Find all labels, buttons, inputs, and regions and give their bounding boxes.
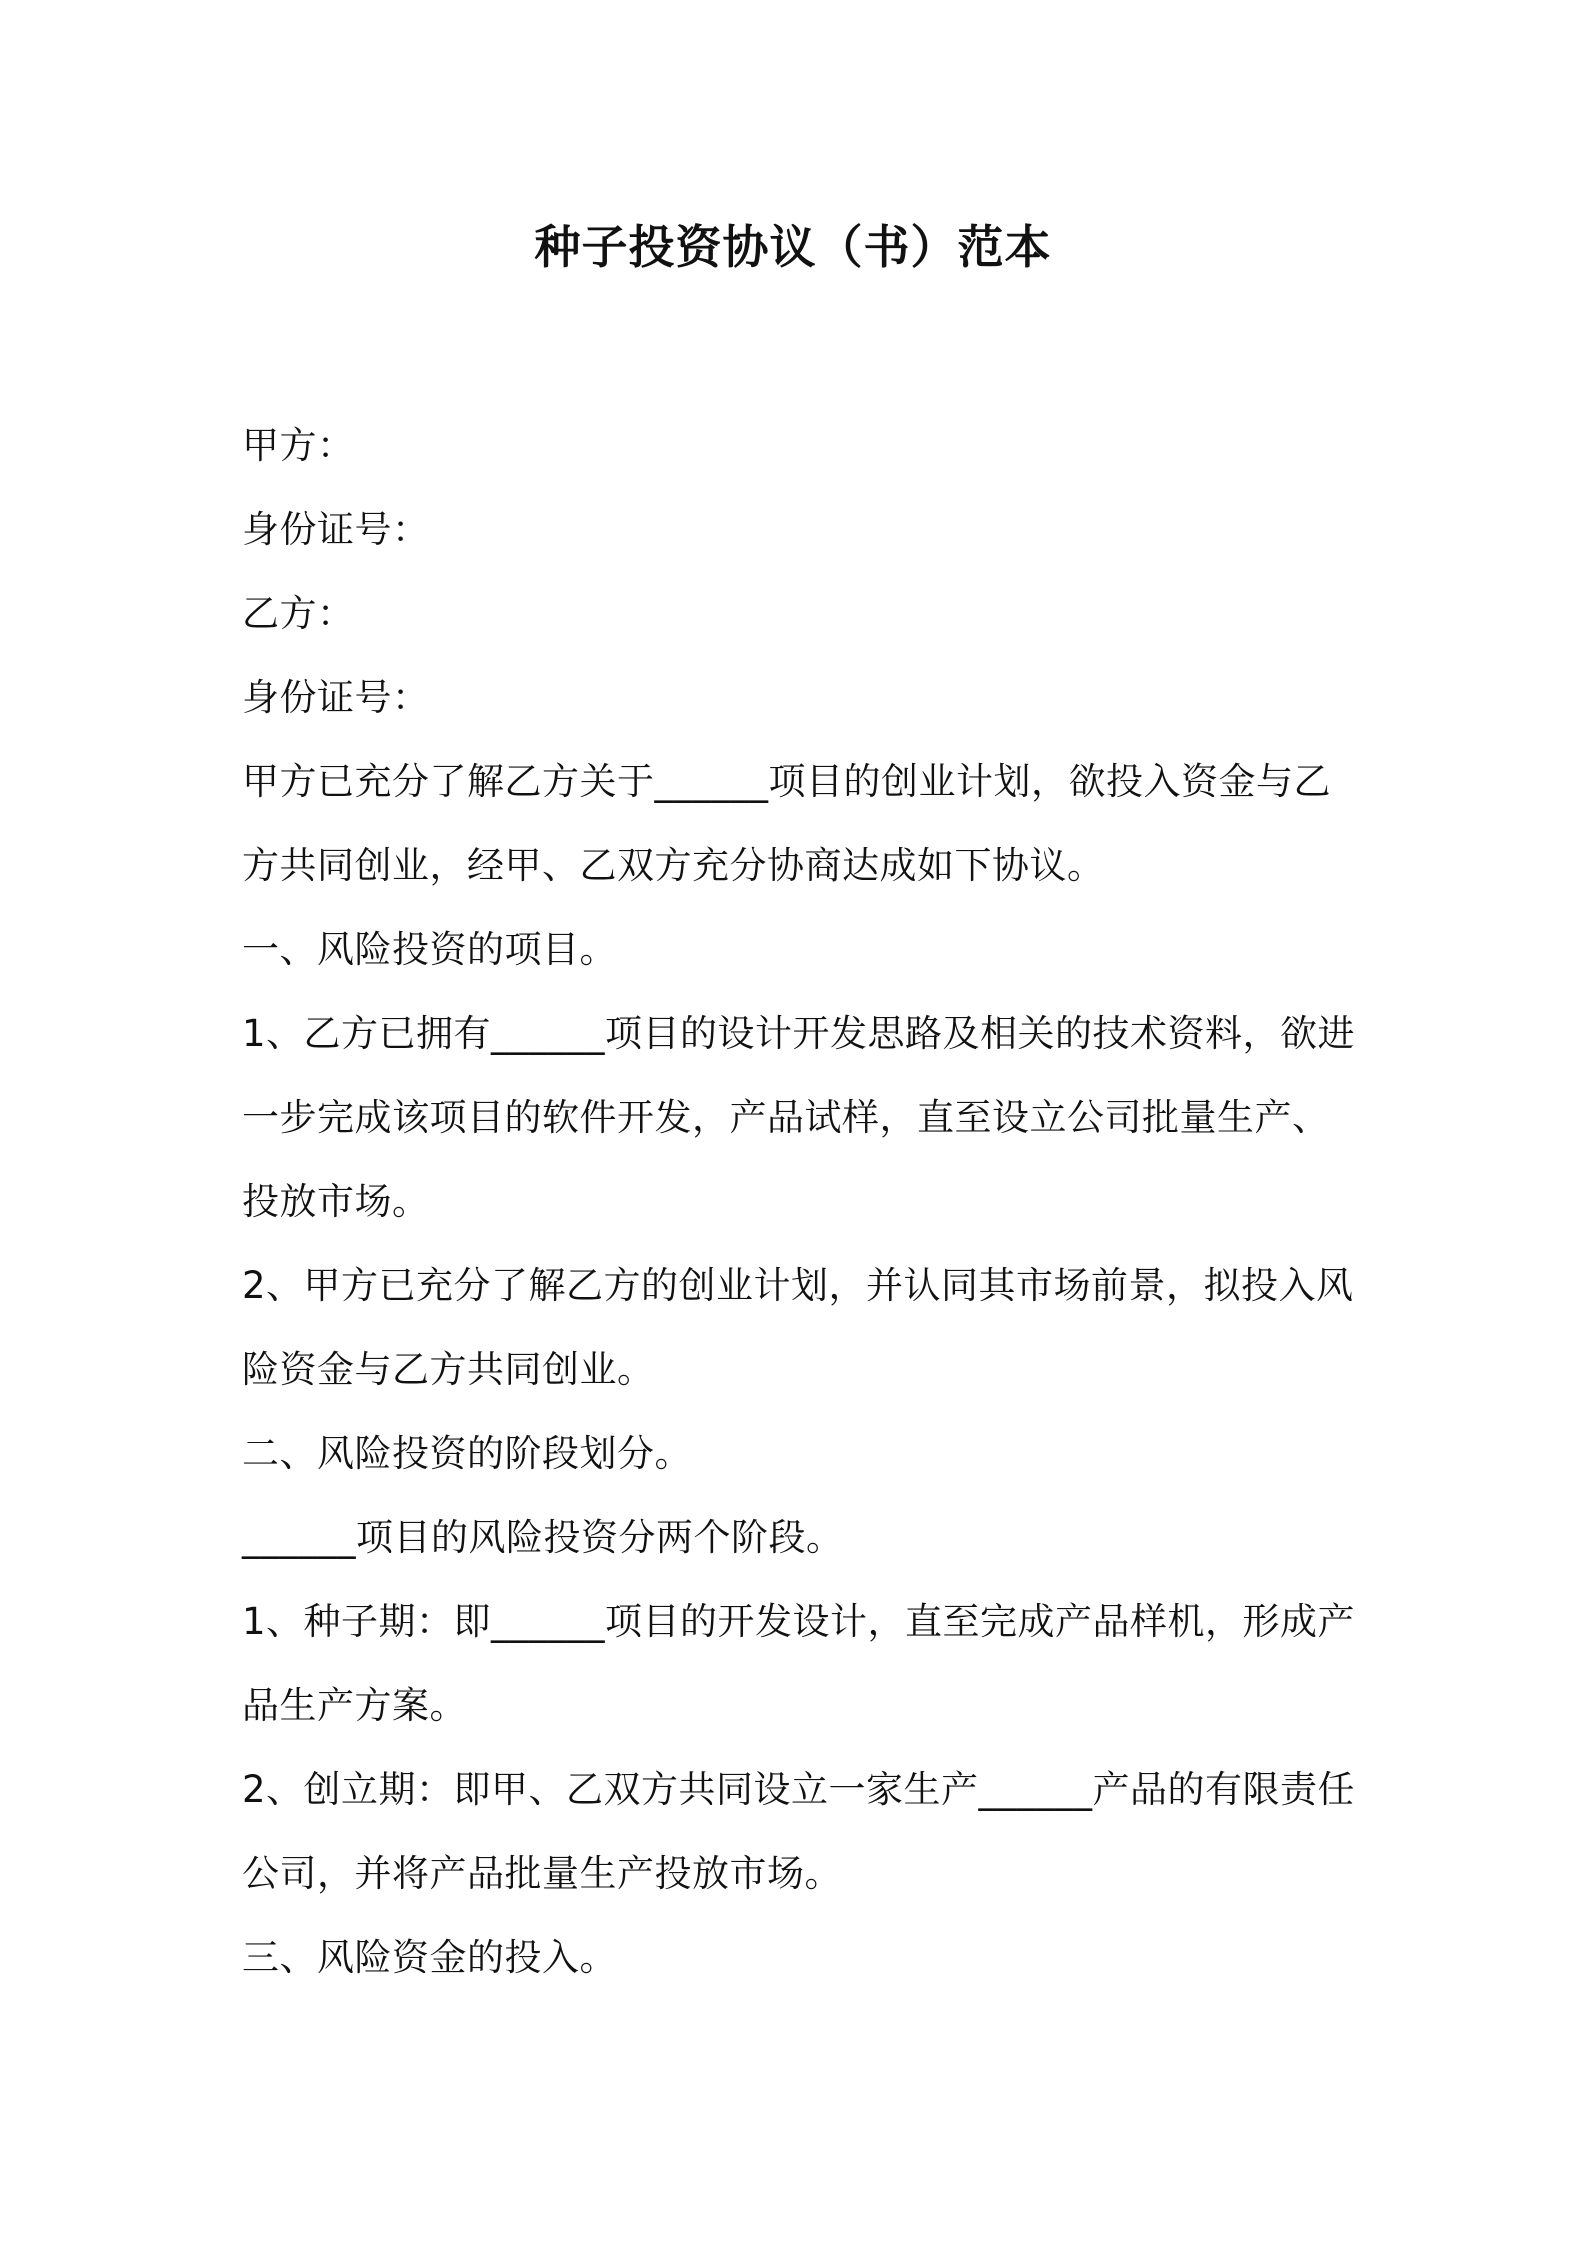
document-body xyxy=(242,404,1362,2000)
section-1-clause-2: 2、甲方已充分了解乙方的创业计划，并认同其市场前景，拟投入风险资金与乙方共同创业。 xyxy=(242,1264,1354,1391)
party-a-id-label: 身份证号： xyxy=(242,508,430,551)
party-a-label: 甲方： xyxy=(242,424,355,467)
section-2-heading: 二、风险投资的阶段划分。 xyxy=(242,1432,692,1475)
section-3-heading: 三、风险资金的投入。 xyxy=(242,1936,617,1979)
party-b-label: 乙方： xyxy=(242,592,355,635)
section-2-clause-2: 2、创立期：即甲、乙双方共同设立一家生产______产品的有限责任公司，并将产品批量生产投放市场。 xyxy=(242,1768,1356,1895)
section-1-clause-1: 1、乙方已拥有______项目的设计开发思路及相关的技术资料，欲进一步完成该项目的软件开发，产品试样，直至设立公司批量生产、投放市场。 xyxy=(242,1012,1356,1223)
section-1-heading: 一、风险投资的项目。 xyxy=(242,928,617,971)
section-2-intro: ______项目的风险投资分两个阶段。 xyxy=(242,1516,844,1559)
party-b-id-label: 身份证号： xyxy=(242,676,430,719)
section-2-clause-1: 1、种子期：即______项目的开发设计，直至完成产品样机，形成产品生产方案。 xyxy=(242,1600,1356,1727)
preamble-paragraph: 甲方已充分了解乙方关于______项目的创业计划，欲投入资金与乙方共同创业，经甲、乙双方充分协商达成如下协议。 xyxy=(242,760,1331,887)
document-title: 种子投资协议（书）范本 xyxy=(534,220,1052,274)
